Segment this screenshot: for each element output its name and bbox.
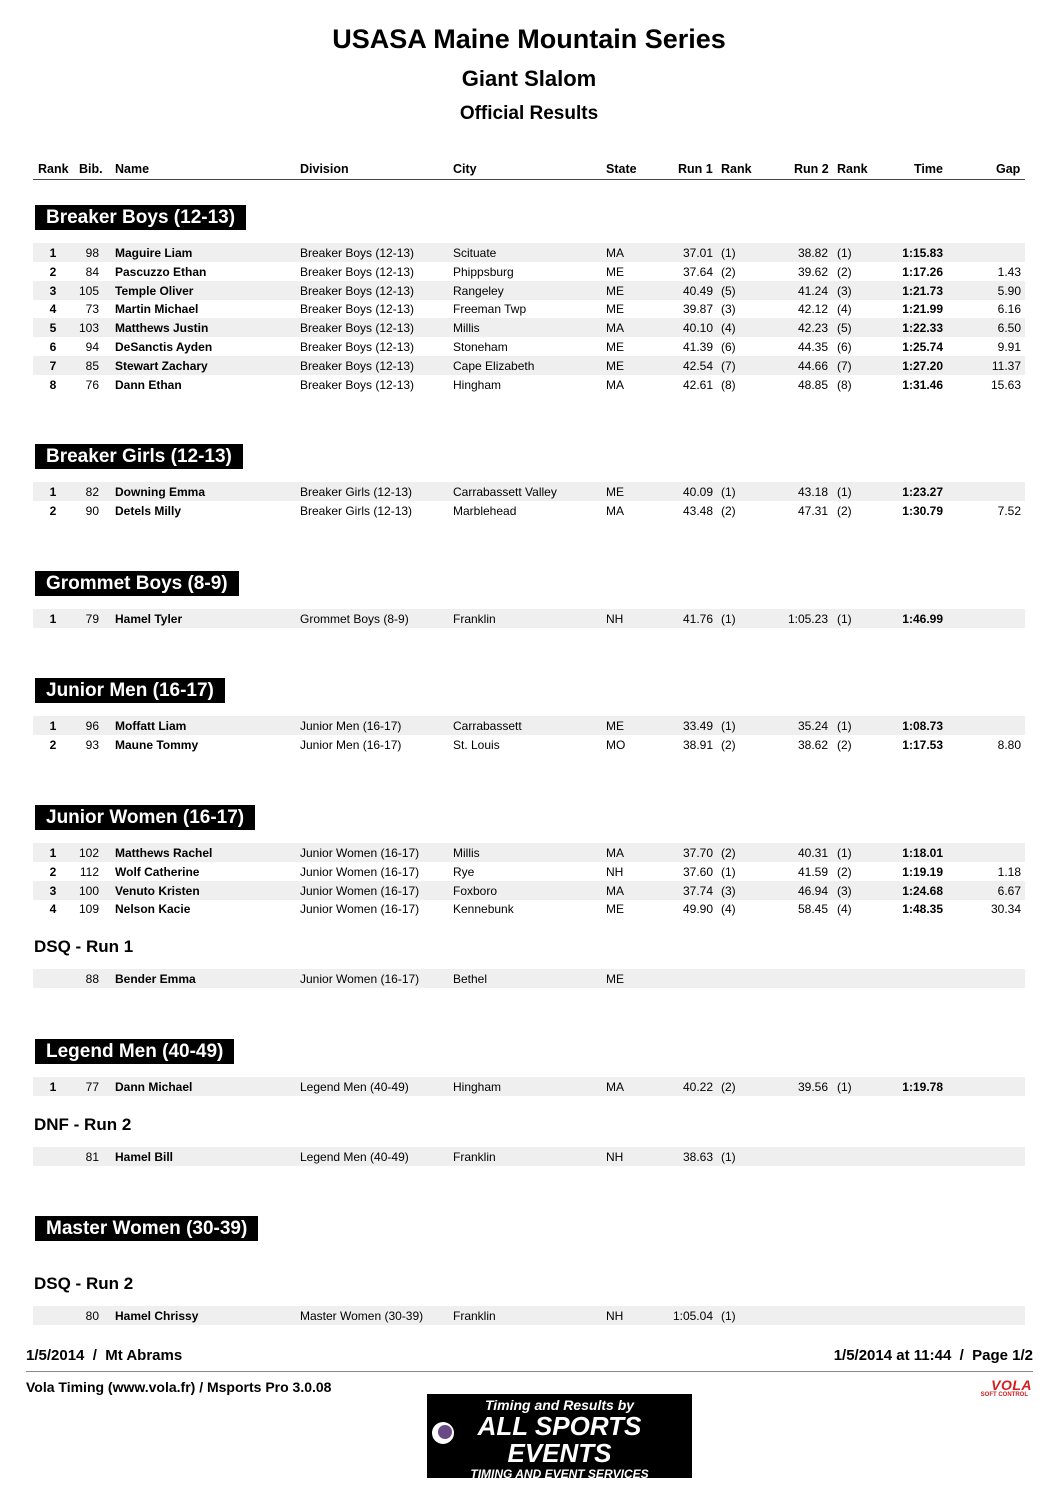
cell-bib: 102 <box>78 846 99 860</box>
cell-time: 1:19.78 <box>902 1080 943 1094</box>
cell-division: Junior Women (16-17) <box>300 883 420 898</box>
cell-rank: 2 <box>49 264 57 279</box>
cell-division: Legend Men (40-49) <box>300 1150 409 1164</box>
cell-division: Junior Women (16-17) <box>300 864 420 879</box>
cell-run2: 40.31 <box>797 846 828 860</box>
cell-bib: 112 <box>79 864 99 879</box>
cell-rank: 3 <box>49 283 57 298</box>
cell-run1: 42.61 <box>682 377 713 392</box>
cell-bib: 80 <box>85 1309 99 1323</box>
cell-division: Junior Men (16-17) <box>300 737 402 752</box>
cell-division: Master Women (30-39) <box>300 1309 424 1323</box>
ase-brand: ALL SPORTS EVENTS <box>477 1411 642 1468</box>
cell-gap: 6.50 <box>997 321 1021 336</box>
cell-time: 1:22.33 <box>902 321 943 336</box>
cell-time: 1:08.73 <box>902 719 943 733</box>
cell-time: 1:25.74 <box>902 340 943 354</box>
header-bib: Bib. <box>79 162 103 176</box>
cell-run1: 39.87 <box>682 302 713 317</box>
cell-run1: 40.09 <box>682 485 713 499</box>
cell-division: Junior Men (16-17) <box>300 719 402 733</box>
cell-bib: 105 <box>78 283 99 298</box>
cell-rank: 4 <box>49 302 57 317</box>
cell-gap: 1.18 <box>997 864 1021 879</box>
cell-bib: 90 <box>85 503 99 518</box>
cell-state: ME <box>606 340 624 354</box>
cell-run2: 1:05.23 <box>787 612 828 626</box>
cell-run1: 37.64 <box>682 264 713 279</box>
cell-name: Moffatt Liam <box>115 719 187 733</box>
footer-timestamp-page: 1/5/2014 at 11:44 / Page 1/2 <box>833 1347 1033 1364</box>
cell-time: 1:46.99 <box>902 612 943 626</box>
status-subheading: DNF - Run 2 <box>34 1115 132 1134</box>
table-row <box>33 1306 1025 1325</box>
cell-city: Rye <box>453 864 475 879</box>
cell-run2-rank: (1) <box>837 246 852 260</box>
cell-run2: 47.31 <box>797 503 828 518</box>
cell-name: Matthews Rachel <box>115 846 213 860</box>
cell-run1-rank: (2) <box>721 846 736 860</box>
cell-run2-rank: (1) <box>837 846 852 860</box>
cell-run1-rank: (4) <box>721 902 736 917</box>
status-subheading: DSQ - Run 1 <box>34 937 134 956</box>
cell-time: 1:17.53 <box>902 737 943 752</box>
cell-bib: 109 <box>78 902 99 917</box>
cell-city: Carrabassett Valley <box>453 485 557 499</box>
cell-run1: 40.22 <box>682 1080 713 1094</box>
cell-bib: 76 <box>85 377 99 392</box>
cell-rank: 1 <box>49 1080 57 1094</box>
cell-time: 1:31.46 <box>902 377 943 392</box>
division-banner: Breaker Boys (12-13) <box>35 205 246 230</box>
ase-tagline: Timing and Results by <box>484 1397 635 1413</box>
cell-rank: 7 <box>49 358 57 373</box>
cell-division: Breaker Boys (12-13) <box>300 377 415 392</box>
cell-run2-rank: (1) <box>837 612 852 626</box>
cell-run2: 42.23 <box>797 321 828 336</box>
cell-run2-rank: (2) <box>837 264 852 279</box>
cell-city: Scituate <box>453 246 497 260</box>
cell-time: 1:27.20 <box>902 358 943 373</box>
cell-division: Breaker Boys (12-13) <box>300 340 415 354</box>
cell-state: NH <box>606 864 624 879</box>
cell-gap: 8.80 <box>997 737 1021 752</box>
cell-division: Breaker Boys (12-13) <box>300 358 415 373</box>
cell-run1: 37.01 <box>682 246 713 260</box>
cell-run2: 41.24 <box>797 283 828 298</box>
cell-state: ME <box>606 719 624 733</box>
cell-time: 1:15.83 <box>902 246 943 260</box>
cell-city: Stoneham <box>453 340 508 354</box>
cell-name: Hamel Bill <box>115 1150 174 1164</box>
cell-gap: 15.63 <box>990 377 1021 392</box>
header-run2-rank: Rank <box>837 162 868 176</box>
cell-city: Freeman Twp <box>453 302 527 317</box>
table-row <box>33 899 1025 918</box>
cell-time: 1:17.26 <box>902 264 943 279</box>
cell-time: 1:18.01 <box>902 846 943 860</box>
table-row <box>33 482 1025 501</box>
table-row <box>33 609 1025 628</box>
cell-state: ME <box>606 485 624 499</box>
cell-rank: 3 <box>49 883 57 898</box>
cell-division: Grommet Boys (8-9) <box>300 612 409 626</box>
cell-name: Downing Emma <box>115 485 206 499</box>
table-row <box>33 356 1025 375</box>
cell-rank: 2 <box>49 737 57 752</box>
cell-state: NH <box>606 1309 624 1323</box>
cell-state: ME <box>606 302 624 317</box>
cell-division: Breaker Boys (12-13) <box>300 246 415 260</box>
cell-city: Cape Elizabeth <box>453 358 535 373</box>
cell-run2-rank: (6) <box>837 340 852 354</box>
cell-name: Detels Milly <box>115 503 182 518</box>
vola-logo: VOLA <box>991 1377 1032 1393</box>
division-banner: Legend Men (40-49) <box>35 1039 234 1064</box>
cell-run1: 37.60 <box>682 864 713 879</box>
cell-time: 1:23.27 <box>902 485 943 499</box>
cell-run2: 44.66 <box>797 358 828 373</box>
cell-city: Millis <box>453 846 480 860</box>
cell-run2: 48.85 <box>797 377 828 392</box>
cell-run1-rank: (7) <box>721 358 736 373</box>
cell-rank: 5 <box>49 321 57 336</box>
cell-city: Franklin <box>453 612 496 626</box>
cell-name: Dann Michael <box>115 1080 193 1094</box>
footer-software: Vola Timing (www.vola.fr) / Msports Pro 3.0.08 <box>26 1379 332 1395</box>
cell-city: Marblehead <box>453 503 517 518</box>
cell-state: ME <box>606 972 624 986</box>
cell-gap: 11.37 <box>991 358 1021 373</box>
cell-run2-rank: (3) <box>837 283 852 298</box>
cell-state: MA <box>606 883 624 898</box>
cell-run1-rank: (1) <box>721 246 736 260</box>
cell-run1: 40.49 <box>682 283 713 298</box>
table-row <box>33 735 1025 754</box>
cell-run1-rank: (8) <box>721 377 736 392</box>
header-run1-rank: Rank <box>721 162 752 176</box>
cell-bib: 93 <box>85 737 99 752</box>
cell-division: Breaker Boys (12-13) <box>300 283 415 298</box>
cell-state: ME <box>606 902 624 917</box>
cell-city: Foxboro <box>453 883 498 898</box>
cell-state: ME <box>606 358 624 373</box>
cell-name: Martin Michael <box>115 302 199 317</box>
header-city: City <box>453 162 477 176</box>
cell-rank: 1 <box>49 846 57 860</box>
page-title: USASA Maine Mountain Series <box>332 24 726 54</box>
header-name: Name <box>115 162 150 176</box>
cell-state: ME <box>606 283 624 298</box>
cell-gap: 9.91 <box>997 340 1021 354</box>
header-time: Time <box>914 162 943 176</box>
cell-city: Phippsburg <box>453 264 514 279</box>
table-row <box>33 862 1025 881</box>
header-rank: Rank <box>38 162 69 176</box>
cell-run2-rank: (1) <box>837 719 852 733</box>
cell-run1-rank: (3) <box>721 302 736 317</box>
division-banner: Junior Men (16-17) <box>35 678 225 703</box>
cell-run1: 37.74 <box>682 883 713 898</box>
cell-bib: 79 <box>85 612 99 626</box>
cell-run2: 41.59 <box>797 864 828 879</box>
cell-division: Breaker Boys (12-13) <box>300 264 415 279</box>
cell-run1-rank: (4) <box>721 321 736 336</box>
cell-rank: 1 <box>49 719 57 733</box>
cell-bib: 100 <box>78 883 99 898</box>
cell-run1-rank: (1) <box>721 612 736 626</box>
cell-gap: 5.90 <box>997 283 1021 298</box>
cell-division: Junior Women (16-17) <box>300 846 420 860</box>
cell-name: Matthews Justin <box>115 321 209 336</box>
globe-icon <box>432 1422 454 1444</box>
cell-city: Hingham <box>453 1080 502 1094</box>
cell-division: Junior Women (16-17) <box>300 902 420 917</box>
cell-bib: 84 <box>85 264 99 279</box>
cell-state: MA <box>606 1080 624 1094</box>
cell-bib: 73 <box>85 302 99 317</box>
cell-run1-rank: (1) <box>721 864 736 879</box>
cell-rank: 2 <box>49 864 57 879</box>
cell-name: DeSanctis Ayden <box>115 340 213 354</box>
results-subtitle: Official Results <box>459 103 599 124</box>
cell-run1: 38.91 <box>682 737 713 752</box>
cell-gap: 30.34 <box>990 902 1021 917</box>
cell-name: Temple Oliver <box>115 283 194 298</box>
cell-name: Maune Tommy <box>115 737 199 752</box>
cell-city: Millis <box>453 321 480 336</box>
cell-name: Dann Ethan <box>115 377 182 392</box>
cell-run1: 1:05.04 <box>672 1309 713 1323</box>
cell-name: Venuto Kristen <box>115 883 200 898</box>
cell-rank: 4 <box>49 902 57 917</box>
cell-name: Nelson Kacie <box>115 902 191 917</box>
table-row <box>33 262 1025 281</box>
cell-bib: 77 <box>85 1080 99 1094</box>
cell-run2: 39.62 <box>797 264 828 279</box>
cell-state: MA <box>606 246 624 260</box>
cell-state: MA <box>606 846 624 860</box>
cell-state: NH <box>606 1150 624 1164</box>
cell-run1: 41.39 <box>682 340 713 354</box>
cell-bib: 82 <box>85 485 99 499</box>
table-row <box>33 337 1025 356</box>
cell-division: Breaker Boys (12-13) <box>300 302 415 317</box>
cell-state: NH <box>606 612 624 626</box>
table-row <box>33 881 1025 900</box>
cell-name: Stewart Zachary <box>115 358 208 373</box>
cell-run2-rank: (2) <box>837 737 852 752</box>
cell-bib: 88 <box>85 972 99 986</box>
cell-city: Bethel <box>453 972 488 986</box>
cell-run1-rank: (2) <box>721 503 736 518</box>
cell-division: Breaker Girls (12-13) <box>300 485 413 499</box>
cell-run2-rank: (3) <box>837 883 852 898</box>
cell-time: 1:19.19 <box>902 864 943 879</box>
cell-run2: 35.24 <box>797 719 828 733</box>
cell-run1-rank: (2) <box>721 1080 736 1094</box>
cell-run1-rank: (2) <box>721 264 736 279</box>
cell-city: Franklin <box>453 1309 496 1323</box>
header-run2: Run 2 <box>794 162 829 176</box>
cell-division: Legend Men (40-49) <box>300 1080 409 1094</box>
cell-run1: 38.63 <box>682 1150 713 1164</box>
table-row <box>33 299 1025 318</box>
cell-name: Hamel Chrissy <box>115 1309 199 1323</box>
table-row <box>33 318 1025 337</box>
cell-run2-rank: (1) <box>837 1080 852 1094</box>
cell-run1: 42.54 <box>682 358 713 373</box>
cell-division: Junior Women (16-17) <box>300 972 420 986</box>
cell-bib: 103 <box>78 321 99 336</box>
cell-run1: 43.48 <box>682 503 713 518</box>
cell-run2: 43.18 <box>797 485 828 499</box>
division-banner: Master Women (30-39) <box>35 1216 258 1241</box>
cell-rank: 6 <box>49 340 57 354</box>
cell-rank: 8 <box>49 377 57 392</box>
cell-time: 1:24.68 <box>902 883 943 898</box>
cell-time: 1:48.35 <box>902 902 943 917</box>
cell-rank: 1 <box>49 246 57 260</box>
cell-run1: 33.49 <box>682 719 713 733</box>
table-row <box>33 843 1025 862</box>
cell-rank: 1 <box>49 485 57 499</box>
cell-run2: 39.56 <box>797 1080 828 1094</box>
cell-time: 1:30.79 <box>902 503 943 518</box>
cell-gap: 6.16 <box>997 302 1021 317</box>
event-title: Giant Slalom <box>461 66 597 91</box>
table-row <box>33 501 1025 520</box>
header-state: State <box>606 162 637 176</box>
cell-run2: 46.94 <box>797 883 828 898</box>
cell-run1-rank: (2) <box>721 737 736 752</box>
cell-run1: 41.76 <box>682 612 713 626</box>
column-header <box>33 160 1025 180</box>
division-banner: Junior Women (16-17) <box>35 805 255 830</box>
cell-run1: 49.90 <box>682 902 713 917</box>
cell-run2: 38.62 <box>797 737 828 752</box>
cell-rank: 1 <box>49 612 57 626</box>
cell-run1: 37.70 <box>682 846 713 860</box>
cell-gap: 6.67 <box>997 883 1021 898</box>
cell-run1-rank: (1) <box>721 1150 736 1164</box>
cell-state: MA <box>606 503 624 518</box>
table-row <box>33 243 1025 262</box>
cell-bib: 85 <box>85 358 99 373</box>
cell-division: Breaker Girls (12-13) <box>300 503 413 518</box>
all-sports-events-logo <box>427 1394 692 1495</box>
header-division: Division <box>300 162 349 176</box>
cell-city: Hingham <box>453 377 502 392</box>
cell-run2-rank: (4) <box>837 302 852 317</box>
cell-name: Hamel Tyler <box>115 612 183 626</box>
cell-run2: 42.12 <box>797 302 828 317</box>
cell-time: 1:21.73 <box>902 283 943 298</box>
cell-time: 1:21.99 <box>902 302 943 317</box>
cell-name: Maguire Liam <box>115 246 193 260</box>
division-banner: Breaker Girls (12-13) <box>35 444 243 469</box>
cell-city: St. Louis <box>453 737 500 752</box>
table-row <box>33 1147 1025 1166</box>
ase-url: www.allsportsevents.com <box>486 1481 633 1495</box>
cell-run2-rank: (1) <box>837 485 852 499</box>
table-row <box>33 1077 1025 1096</box>
cell-run1-rank: (6) <box>721 340 736 354</box>
header-gap: Gap <box>996 162 1021 176</box>
cell-state: MO <box>606 737 626 752</box>
footer-divider <box>26 1371 1033 1372</box>
cell-run2: 38.82 <box>797 246 828 260</box>
ase-services: TIMING AND EVENT SERVICES <box>470 1467 649 1481</box>
cell-run2-rank: (7) <box>837 358 852 373</box>
table-row <box>33 281 1025 300</box>
vola-logo-subtitle: SOFT CONTROL <box>980 1392 1028 1398</box>
cell-run1: 40.10 <box>682 321 713 336</box>
table-row <box>33 375 1025 394</box>
cell-name: Bender Emma <box>115 972 196 986</box>
cell-city: Franklin <box>453 1150 496 1164</box>
cell-run2-rank: (4) <box>837 902 852 917</box>
header-run1: Run 1 <box>678 162 713 176</box>
cell-run2: 58.45 <box>797 902 828 917</box>
cell-name: Pascuzzo Ethan <box>115 264 207 279</box>
cell-gap: 1.43 <box>997 264 1021 279</box>
cell-run1-rank: (5) <box>721 283 736 298</box>
cell-city: Kennebunk <box>453 902 514 917</box>
cell-bib: 98 <box>85 246 99 260</box>
cell-state: ME <box>606 264 624 279</box>
cell-bib: 81 <box>85 1150 99 1164</box>
cell-city: Carrabassett <box>453 719 522 733</box>
cell-division: Breaker Boys (12-13) <box>300 321 415 336</box>
cell-run2-rank: (2) <box>837 503 852 518</box>
cell-run2-rank: (2) <box>837 864 852 879</box>
cell-run1-rank: (1) <box>721 485 736 499</box>
status-subheading: DSQ - Run 2 <box>34 1274 134 1293</box>
cell-run1-rank: (3) <box>721 883 736 898</box>
cell-run1-rank: (1) <box>721 1309 736 1323</box>
cell-state: MA <box>606 377 624 392</box>
table-row <box>33 969 1025 988</box>
cell-city: Rangeley <box>453 283 504 298</box>
cell-run1-rank: (1) <box>721 719 736 733</box>
cell-gap: 7.52 <box>997 503 1021 518</box>
cell-run2-rank: (5) <box>837 321 852 336</box>
cell-run2-rank: (8) <box>837 377 852 392</box>
division-banner: Grommet Boys (8-9) <box>35 571 239 596</box>
cell-bib: 94 <box>85 340 99 354</box>
cell-state: MA <box>606 321 624 336</box>
cell-bib: 96 <box>85 719 99 733</box>
cell-run2: 44.35 <box>797 340 828 354</box>
footer-date-venue: 1/5/2014 / Mt Abrams <box>26 1347 183 1364</box>
cell-name: Wolf Catherine <box>115 864 200 879</box>
table-row <box>33 716 1025 735</box>
cell-rank: 2 <box>49 503 57 518</box>
